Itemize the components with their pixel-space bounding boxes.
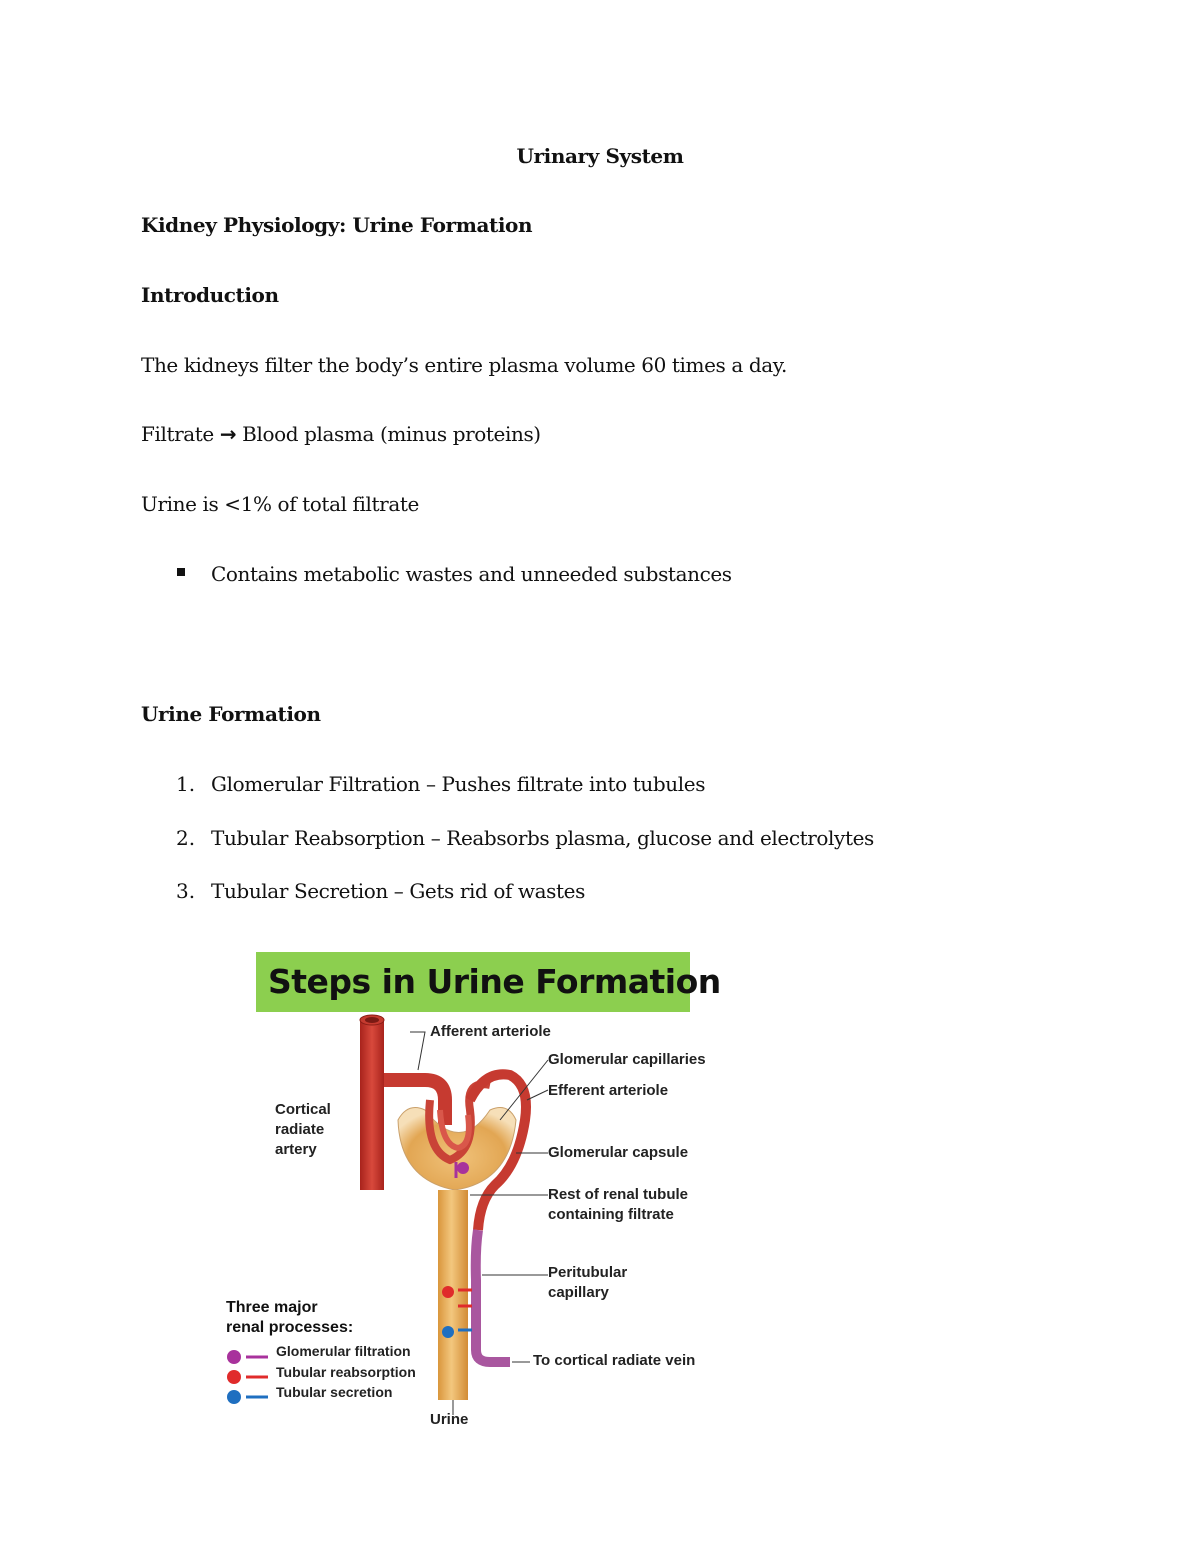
label-cortical: Cortical [275,1101,331,1118]
label-glomerular-capsule: Glomerular capsule [548,1144,689,1161]
intro-paragraph-2 [141,422,541,446]
legend-item-secretion: Tubular secretion [276,1384,393,1400]
heading-urine-formation: Urine Formation [141,702,321,726]
list-item: Tubular Secretion – Gets rid of wastes [211,879,585,903]
label-afferent-arteriole: Afferent arteriole [430,1023,551,1040]
square-bullet-icon [177,568,185,576]
legend-title-2: renal processes: [226,1319,354,1336]
label-peritubular: Peritubular [548,1264,628,1281]
filtrate-label: Filtrate [141,422,214,446]
heading-introduction: Introduction [141,283,279,307]
list-item: Glomerular Filtration – Pushes filtrate into tubules [211,772,706,796]
list-number: 3. [176,879,196,903]
urine-formation-diagram [220,950,740,1440]
label-capillary: capillary [548,1284,609,1301]
legend-item-reabsorption: Tubular reabsorption [276,1364,416,1380]
intro-paragraph-1: The kidneys filter the body’s entire plasma volume 60 times a day. [141,353,787,377]
legend-item-filtration: Glomerular filtration [276,1343,411,1359]
label-to-vein: To cortical radiate vein [533,1352,696,1369]
label-urine: Urine [430,1411,469,1428]
label-rest-of-tubule-1: Rest of renal tubule [548,1186,689,1203]
arrow-right-icon: → [219,422,237,446]
list-item: Tubular Reabsorption – Reabsorbs plasma, glucose and electrolytes [211,826,874,850]
label-glomerular-capillaries: Glomerular capillaries [548,1051,706,1068]
document-title: Urinary System [516,144,684,168]
label-efferent-arteriole: Efferent arteriole [548,1082,669,1099]
intro-paragraph-3: Urine is <1% of total filtrate [141,492,419,516]
section-title: Kidney Physiology: Urine Formation [141,213,533,237]
list-number: 2. [176,826,196,850]
label-radiate: radiate [275,1121,325,1138]
figure-banner-title: Steps in Urine Formation [268,962,721,1001]
filtrate-definition: Blood plasma (minus proteins) [242,422,541,446]
legend-title-1: Three major [226,1299,318,1316]
list-number: 1. [176,772,196,796]
label-rest-of-tubule-2: containing filtrate [548,1206,674,1223]
bullet-item: Contains metabolic wastes and unneeded substances [211,562,732,586]
label-artery: artery [275,1141,317,1158]
